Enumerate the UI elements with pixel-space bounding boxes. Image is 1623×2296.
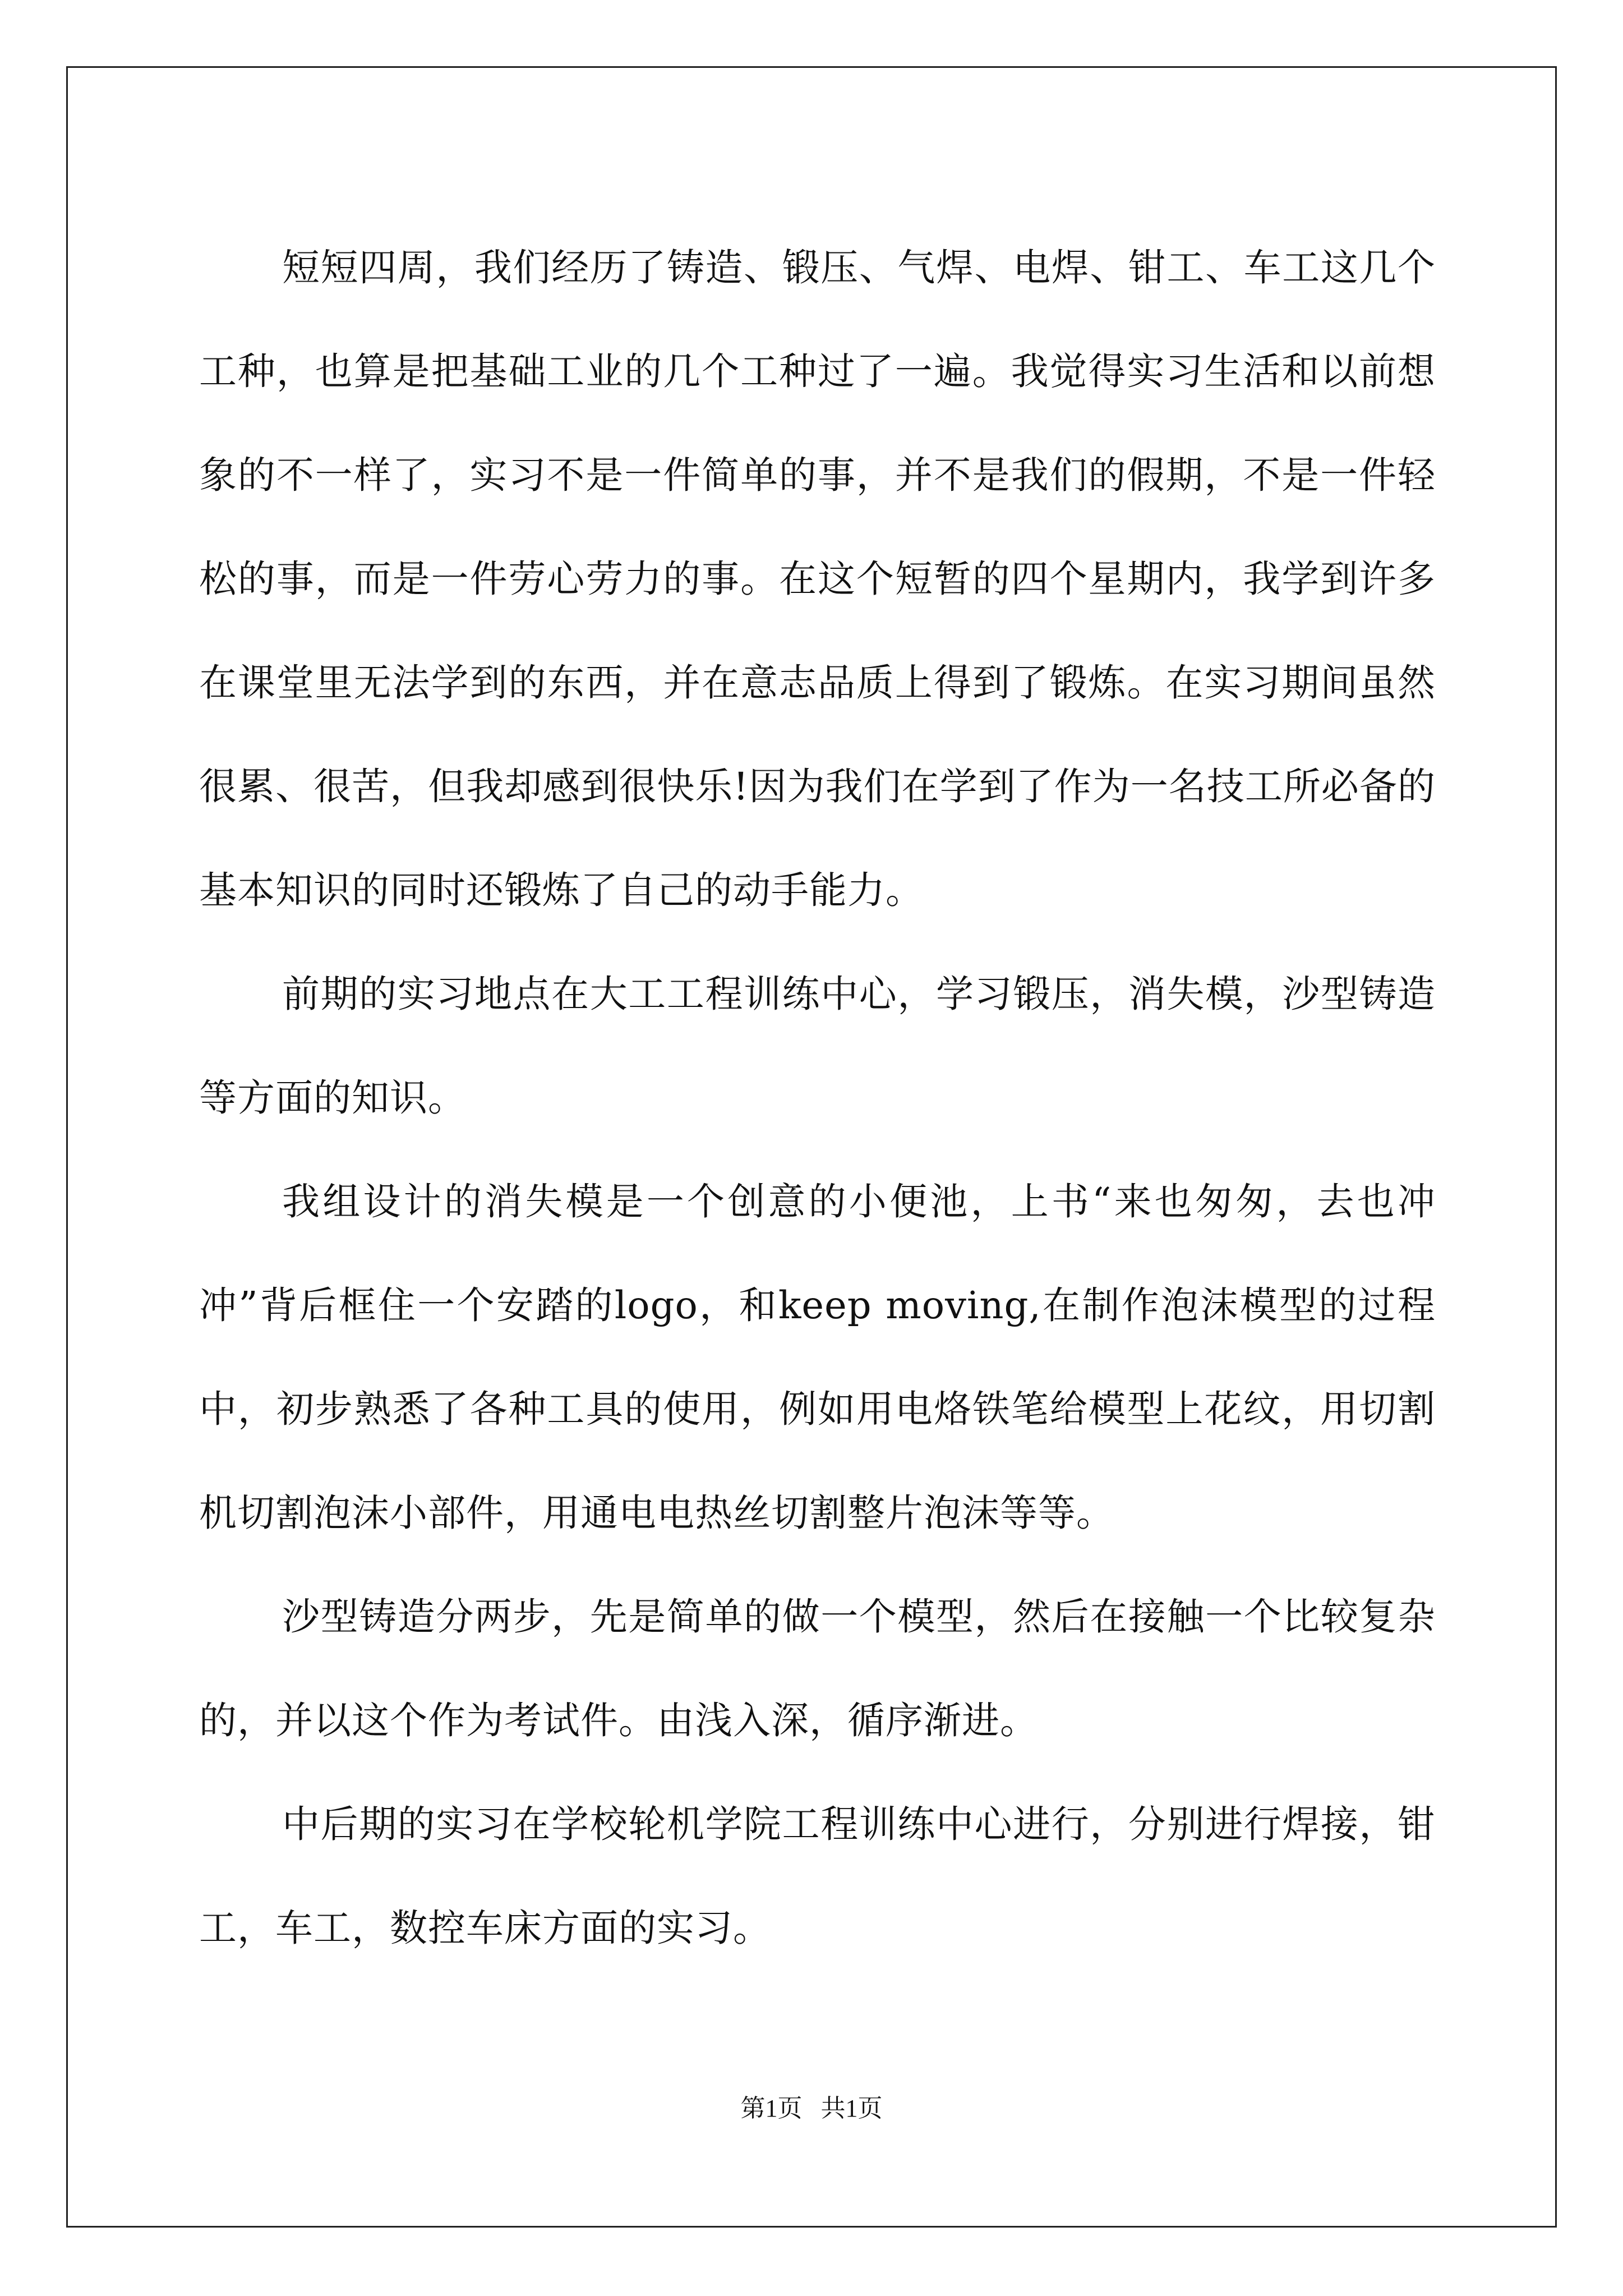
paragraph-4: 沙型铸造分两步，先是简单的做一个模型，然后在接触一个比较复杂的，并以这个作为考试件。由浅入深，循序渐进。 [199, 1595, 1436, 1742]
page-footer: 第1页 共1页 [740, 2095, 883, 2122]
paragraph-1: 短短四周，我们经历了铸造、锻压、气焊、电焊、钳工、车工这几个工种，也算是把基础工业的几个工种过了一遍。我觉得实习生活和以前想象的不一样了，实习不是一件简单的事，并不是我们的假期，不是一件轻松的事，而是一件劳心劳力的事。在这个短暂的四个星期内，我学到许多在课堂里无法学到的东西，并在意志品质上得到了锻炼。在实习期间虽然很累、很苦，但我却感到很快乐!因为我们在学到了作为一名技工所必备的基本知识的同时还锻炼了自己的动手能力。 [199, 246, 1436, 912]
paragraph-2: 前期的实习地点在大工工程训练中心，学习锻压，消失模，沙型铸造等方面的知识。 [199, 972, 1436, 1120]
paragraph-5: 中后期的实习在学校轮机学院工程训练中心进行，分别进行焊接，钳工，车工，数控车床方面的实习。 [199, 1802, 1436, 1950]
document-body [199, 216, 1436, 1980]
paragraph-3: 我组设计的消失模是一个创意的小便池，上书“来也匆匆，去也冲冲”背后框住一个安踏的logo，和keep moving,在制作泡沫模型的过程中，初步熟悉了各种工具的使用，例如用电烙铁笔给模型上花纹，用切割机切割泡沫小部件，用通电电热丝切割整片泡沫等等。 [199, 1180, 1436, 1535]
